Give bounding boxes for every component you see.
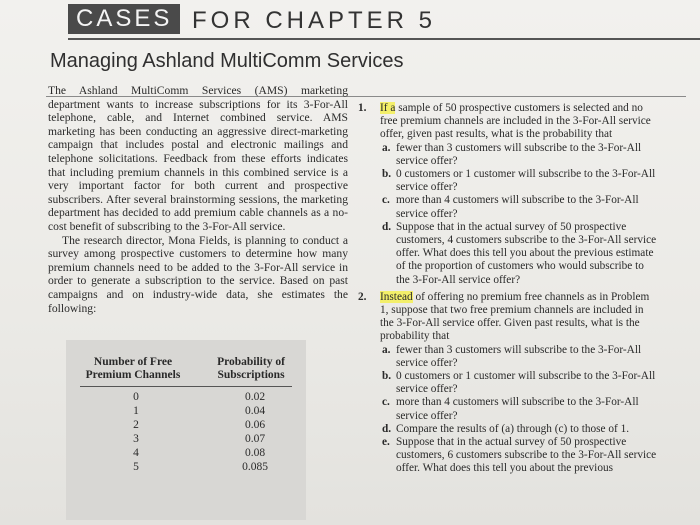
question-number: 1. bbox=[358, 102, 367, 114]
table-cell: 0.06 bbox=[244, 419, 266, 431]
question-part bbox=[380, 423, 658, 436]
question-text: sample of 50 prospective customers is selected and no free premium channels are included in the 3-For-All service offer, given past results, what is the probability that bbox=[380, 102, 651, 141]
question-part bbox=[380, 221, 658, 287]
table-cell: 4 bbox=[133, 447, 139, 459]
part-text: Suppose that in the actual survey of 50 prospective customers, 6 customers subscribe to the 3-For-All service offer. What does this tell you about the previous bbox=[396, 436, 657, 475]
part-letter: b. bbox=[382, 370, 392, 383]
probability-table bbox=[66, 340, 306, 520]
chapter-header bbox=[40, 2, 700, 42]
part-letter: d. bbox=[382, 220, 392, 233]
part-text: Compare the results of (a) through (c) to those of 1. bbox=[396, 422, 630, 435]
question-text: of offering no premium free channels as in Problem 1, suppose that two free premium channels are included in the 3-For-All service offer. Given past results, what is the probability that bbox=[380, 290, 650, 343]
intro-paragraph-1: The Ashland MultiComm Services (AMS) marketing department wants to increase subscriptions for its 3-For-All telephone, cable, and Internet combined service. AMS marketing has been conducting an aggressive direct-marketing campaign that includes postal and electronic mailings and telephone solicitations. Feedback from these efforts indicates that including premium channels in this combined service is a very important factor for both current and prospective subscribers. After several brainstorming sessions, the marketing department has decided to add premium cable channels as a no-cost benefit of subscribing to the 3-For-All service. bbox=[48, 84, 348, 233]
table-header-rule bbox=[80, 386, 292, 387]
question-part bbox=[380, 396, 658, 422]
intro-text bbox=[48, 84, 348, 315]
table-cell: 0.08 bbox=[244, 447, 266, 459]
part-letter: c. bbox=[382, 396, 390, 409]
table-cell: 0.07 bbox=[244, 433, 266, 445]
part-letter: d. bbox=[382, 422, 392, 435]
table-header-channels: Number of Free Premium Channels bbox=[85, 356, 181, 381]
question-part bbox=[380, 370, 658, 396]
table-cell: 3 bbox=[133, 433, 139, 445]
header-rule bbox=[68, 38, 700, 40]
chapter-label: FOR CHAPTER 5 bbox=[192, 7, 437, 34]
question-2 bbox=[358, 291, 658, 476]
part-text: more than 4 customers will subscribe to the 3-For-All service offer? bbox=[396, 396, 639, 422]
question-part bbox=[380, 194, 658, 220]
question-part bbox=[380, 344, 658, 370]
question-part bbox=[380, 142, 658, 168]
part-text: fewer than 3 customers will subscribe to the 3-For-All service offer? bbox=[396, 343, 642, 369]
part-text: 0 customers or 1 customer will subscribe to the 3-For-All service offer? bbox=[396, 168, 656, 194]
channels-column bbox=[126, 390, 146, 474]
part-letter: b. bbox=[382, 168, 392, 181]
table-cell: 5 bbox=[133, 461, 139, 473]
table-cell: 0 bbox=[133, 391, 139, 403]
question-number: 2. bbox=[358, 290, 367, 303]
table-header-probability: Probability of Subscriptions bbox=[217, 356, 285, 381]
part-letter: a. bbox=[382, 141, 391, 154]
table-cell: 0.04 bbox=[244, 405, 266, 417]
table-cell: 2 bbox=[133, 419, 139, 431]
table-cell: 0.085 bbox=[242, 461, 268, 473]
intro-paragraph-2: The research director, Mona Fields, is planning to conduct a survey among prospective customers to determine how many premium channels need to be added to the 3-For-All service in order to generate a subscription to the service. Based on past campaigns and on industry-wide data, she estimates the following: bbox=[48, 233, 348, 315]
part-letter: e. bbox=[382, 436, 390, 449]
part-letter: a. bbox=[382, 343, 391, 356]
highlighted-text: If a bbox=[380, 102, 396, 114]
part-text: more than 4 customers will subscribe to the 3-For-All service offer? bbox=[396, 194, 639, 220]
question-part bbox=[380, 436, 658, 476]
part-text: fewer than 3 customers will subscribe to the 3-For-All service offer? bbox=[396, 141, 642, 167]
probability-column bbox=[230, 390, 280, 474]
highlighted-text: Instead bbox=[380, 290, 413, 303]
question-1 bbox=[358, 102, 658, 287]
part-letter: c. bbox=[382, 194, 390, 207]
question-part bbox=[380, 168, 658, 194]
table-cell: 0.02 bbox=[244, 391, 266, 403]
part-text: Suppose that in the actual survey of 50 prospective customers, 4 customers subscribe to the 3-For-All service offer. What does this tell you about the previous estimate of the proportion of customers who would subscribe to the 3-For-All service offer? bbox=[396, 220, 657, 286]
part-text: 0 customers or 1 customer will subscribe to the 3-For-All service offer? bbox=[396, 370, 656, 396]
questions-column bbox=[358, 102, 658, 480]
case-title: Managing Ashland MultiComm Services bbox=[50, 50, 404, 72]
table-cell: 1 bbox=[133, 405, 139, 417]
cases-label: CASES bbox=[68, 4, 180, 34]
